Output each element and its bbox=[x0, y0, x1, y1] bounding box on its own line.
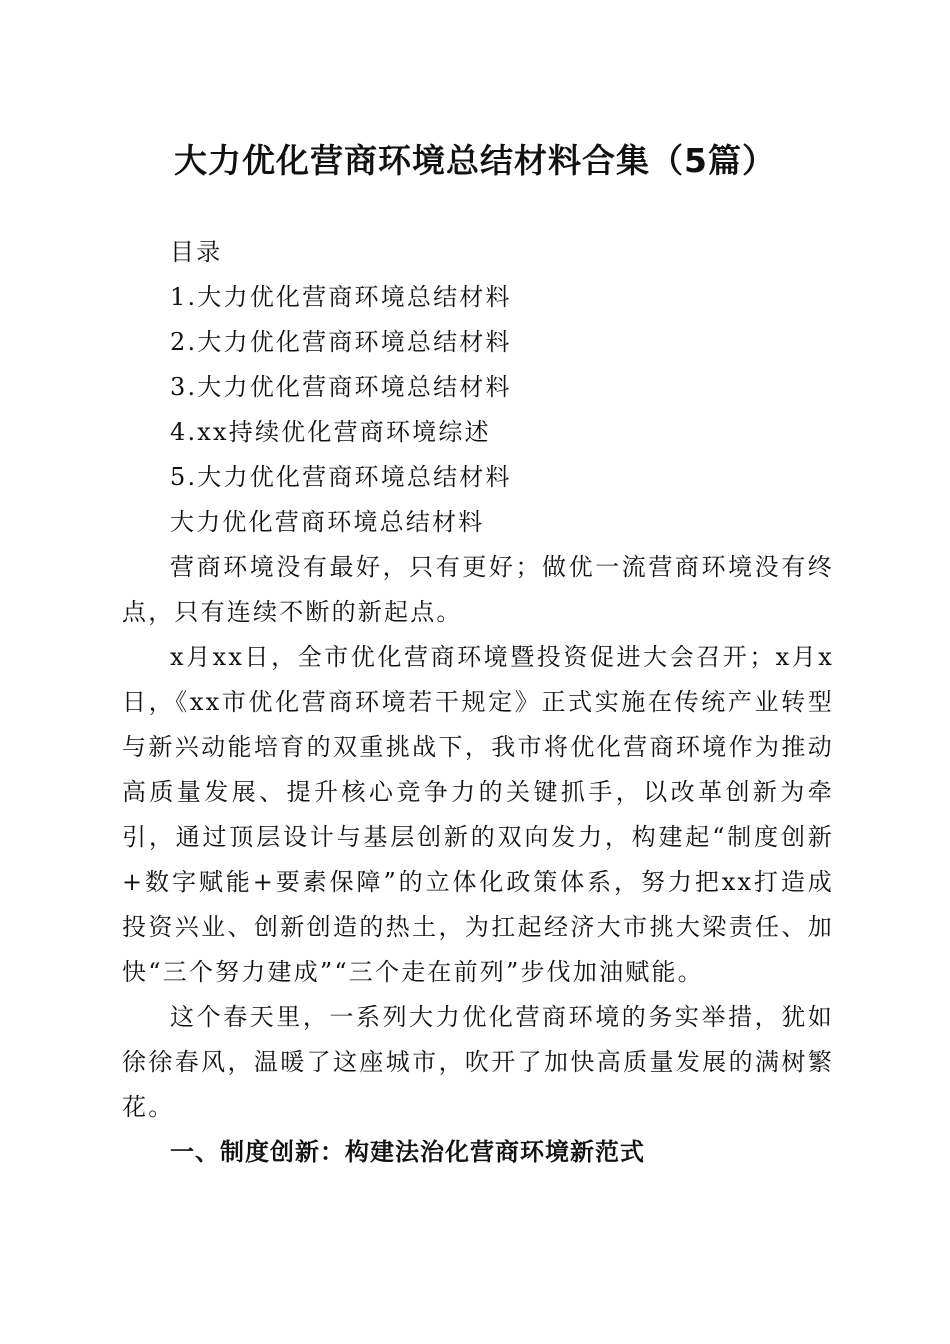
document-title: 大力优化营商环境总结材料合集（5篇） bbox=[174, 141, 776, 180]
document-body bbox=[122, 230, 834, 1175]
paragraph: x月xx日，全市优化营商环境暨投资促进大会召开；x月x日，《xx市优化营商环境若干规定》正式实施在传统产业转型与新兴动能培育的双重挑战下，我市将优化营商环境作为推动高质量发展、提升核心竞争力的关键抓手，以改革创新为牵引，通过顶层设计与基层创新的双向发力，构建起“制度创新+数字赋能+要素保障”的立体化政策体系，努力把xx打造成投资兴业、创新创造的热土，为扛起经济大市挑大梁责任、加快“三个努力建成”“三个走在前列”步伐加油赋能。 bbox=[122, 643, 834, 986]
article-subtitle: 大力优化营商环境总结材料 bbox=[170, 508, 485, 536]
toc-item: 2.大力优化营商环境总结材料 bbox=[170, 328, 512, 356]
section-heading: 一、制度创新：构建法治化营商环境新范式 bbox=[170, 1138, 645, 1166]
paragraph: 这个春天里，一系列大力优化营商环境的务实举措，犹如徐徐春风，温暖了这座城市，吹开了加快高质量发展的满树繁花。 bbox=[122, 1003, 834, 1121]
paragraph: 营商环境没有最好，只有更好；做优一流营商环境没有终点，只有连续不断的新起点。 bbox=[122, 553, 834, 626]
toc-heading: 目录 bbox=[170, 238, 223, 266]
toc-item: 5.大力优化营商环境总结材料 bbox=[170, 463, 512, 491]
toc-item: 3.大力优化营商环境总结材料 bbox=[170, 373, 512, 401]
toc-item: 4.xx持续优化营商环境综述 bbox=[170, 418, 491, 446]
toc-item: 1.大力优化营商环境总结材料 bbox=[170, 283, 512, 311]
